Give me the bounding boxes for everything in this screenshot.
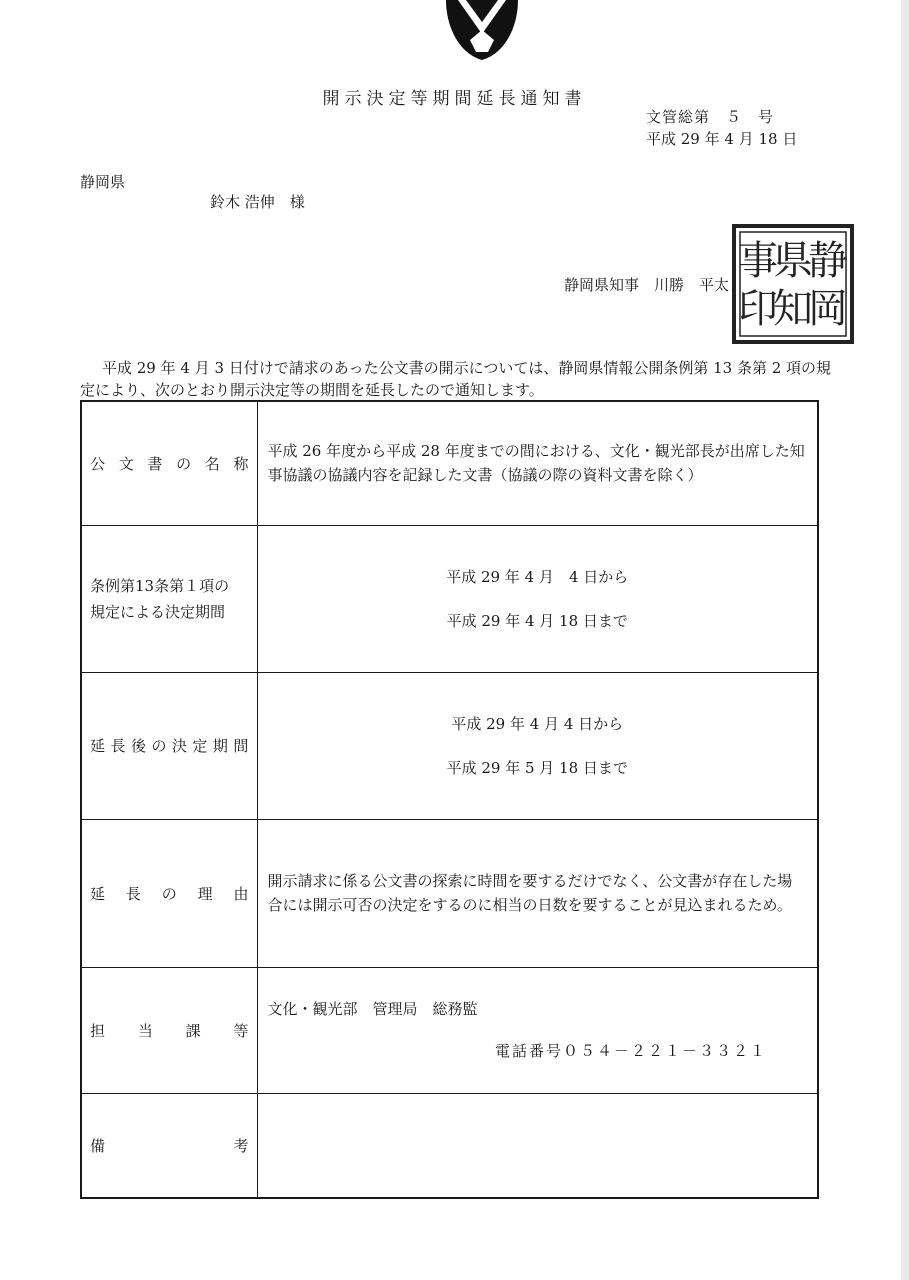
label-char: の [176, 454, 192, 473]
document-number: 文管総第 ５ 号 [646, 108, 775, 126]
seal-character: 印 [738, 286, 778, 332]
seal-character: 知 [773, 286, 813, 332]
label-char: 称 [233, 454, 249, 473]
period-start: 平成 29 年 4 月 4 日から [446, 567, 629, 586]
label-char: 延 [90, 884, 106, 903]
label-char: 等 [233, 1021, 249, 1040]
label-text [90, 1135, 249, 1156]
label-extended-period [81, 672, 257, 819]
label-text [90, 1020, 249, 1041]
seal-character: 静 [808, 238, 848, 284]
label-line: 条例第13条第１項の [90, 576, 230, 595]
period-start: 平成 29 年 4 月 4 日から [451, 714, 624, 733]
label-char: 備 [90, 1136, 106, 1155]
label-char: 後 [130, 737, 146, 755]
label-char: 課 [185, 1021, 201, 1040]
label-char: 理 [197, 884, 213, 903]
row-extension-reason [81, 819, 818, 967]
recipient-prefecture: 静岡県 [80, 173, 126, 191]
label-char: 由 [233, 884, 249, 903]
label-remarks [81, 1093, 257, 1198]
period-end: 平成 29 年 5 月 18 日まで [446, 758, 628, 777]
label-char: 期 [212, 737, 228, 755]
recipient-name: 鈴木 浩伸 様 [210, 193, 305, 211]
value-extended-period [257, 672, 818, 819]
value-text: 平成 26 年度から平成 28 年度までの間における、文化・観光部長が出席した知事協議の協議内容を記録した文書（協議の際の資料文書を除く） [267, 442, 805, 485]
label-char: の [151, 737, 167, 755]
label-line: 規定による決定期間 [90, 602, 226, 621]
notice-table [80, 400, 819, 1199]
label-char: 当 [137, 1021, 153, 1040]
value-remarks [257, 1093, 818, 1198]
label-char: 決 [171, 737, 187, 755]
phone-number: 電話番号０５４－２２１－３３２１ [494, 1042, 767, 1060]
row-document-name [81, 401, 818, 525]
seal-character: 岡 [808, 286, 848, 332]
label-text [90, 735, 249, 756]
row-extended-period [81, 672, 818, 819]
department-name: 文化・観光部 管理局 総務監 [267, 1000, 478, 1018]
label-char: 間 [233, 737, 249, 755]
label-char: 文 [118, 454, 134, 473]
label-extension-reason [81, 819, 257, 967]
seal-character: 事 [738, 238, 778, 284]
document-date: 平成 29 年 4 月 18 日 [646, 130, 798, 148]
row-original-period [81, 525, 818, 672]
period-end: 平成 29 年 4 月 18 日まで [446, 611, 628, 630]
seal-character: 県 [773, 238, 813, 284]
label-char: 公 [90, 454, 106, 473]
label-char: 名 [204, 454, 220, 473]
official-seal-icon [730, 222, 856, 346]
label-department [81, 967, 257, 1093]
label-char: 延 [90, 737, 106, 755]
label-original-period [81, 525, 257, 672]
prefecture-emblem-icon [440, 0, 524, 60]
value-original-period [257, 525, 818, 672]
value-text: 開示請求に係る公文書の探索に時間を要するだけでなく、公文書が存在した場合には開示可否の決定をするのに相当の日数を要することが見込まれるため。 [267, 872, 793, 914]
sender-name: 静岡県知事 川勝 平太 [564, 276, 730, 294]
label-char: 考 [233, 1136, 249, 1155]
label-text [90, 883, 249, 904]
label-text [90, 453, 249, 474]
label-char: 書 [147, 454, 163, 473]
intro-paragraph: 平成 29 年 4 月 3 日付けで請求のあった公文書の開示については、静岡県情報公開条例第 13 条第 2 項の規定により、次のとおり開示決定等の期間を延長したので通知します。 [80, 359, 832, 399]
value-department [257, 967, 818, 1093]
label-char: 定 [192, 737, 208, 755]
value-document-name [257, 401, 818, 525]
label-char: 担 [90, 1021, 106, 1040]
label-char: 長 [125, 884, 141, 903]
document-title: 開示決定等期間延長通知書 [322, 89, 587, 109]
row-department [81, 967, 818, 1093]
value-extension-reason [257, 819, 818, 967]
label-char: 長 [110, 737, 126, 755]
label-char: の [161, 884, 177, 903]
row-remarks [81, 1093, 818, 1198]
label-document-name [81, 401, 257, 525]
scan-edge [901, 0, 909, 1280]
